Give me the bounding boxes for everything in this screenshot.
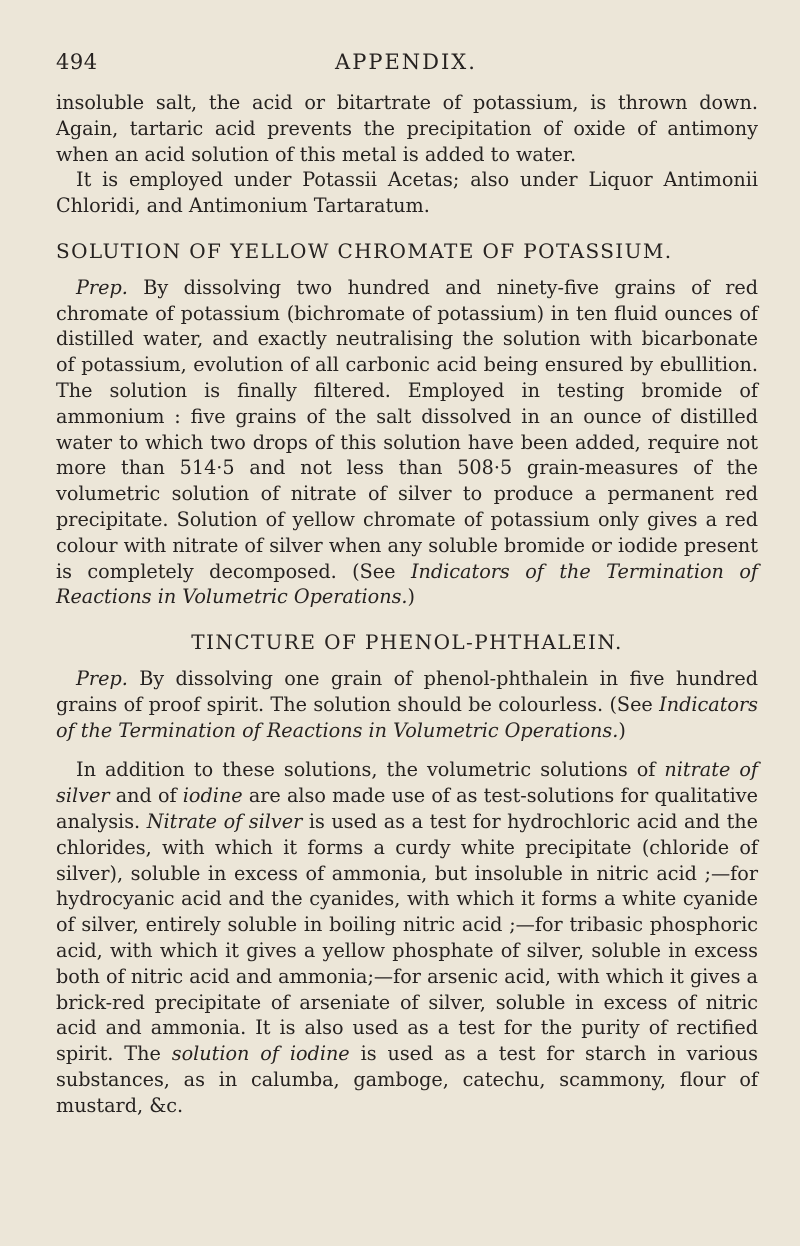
yellow-chromate-paragraph (56, 275, 758, 610)
italic-term-solution-of-iodine: solution of iodine (171, 1042, 350, 1066)
section-heading-yellow-chromate: SOLUTION OF YELLOW CHROMATE OF POTASSIUM. (56, 238, 673, 263)
prep-label: Prep. (76, 275, 128, 299)
text-run: is used as a test for hydrochloric acid and the chlorides, with which it forms a curdy white precipitate (chloride of silver), soluble in excess of ammonia, but insoluble in nitric acid ;—for hydrocyanic acid and the cyanides, with which it forms a white cyanide of silver, entirely soluble in boiling nitric acid ;—for tribasic phosphoric acid, with which it gives a yellow phosphate of silver, soluble in excess both of nitric acid and ammonia;—for arsenic acid, with which it gives a brick-red precipitate of arseniate of silver, soluble in excess of nitric acid and ammonia. It is also used as a test for the purity of rectified spirit. The (56, 809, 758, 1066)
intro-usage-paragraph: It is employed under Potassii Acetas; also under Liquor Antimonii Chloridi, and Antimonium Tartaratum. (56, 168, 758, 218)
text-run: is used as a test for starch in various substances, as in calumba, gamboge, catechu, scammony, flour of mustard, &c. (56, 1042, 758, 1117)
section-heading-phenol-phthalein: TINCTURE OF PHENOL-PHTHALEIN. (191, 630, 623, 655)
yellow-chromate-text: By dissolving two hundred and ninety-five grains of red chromate of potassium (bichromate of potassium) in ten fluid ounces of distilled water, and exactly neutralising the solution with bicarbonate of potassium, evolution of all carbonic acid being ensured by ebullition. The solution is finally filtered. Employed in testing bromide of ammonium : five grains of the salt dissolved in an ounce of distilled water to which two drops of this solution have been added, require not more than 514·5 and not less than 508·5 grain-measures of the volumetric solution of nitrate of silver to produce a permanent red precipitate. Solution of yellow chromate of potassium only gives a red colour with nitrate of silver when any soluble bromide or iodide present is completely decomposed. (See (56, 275, 759, 583)
phenol-phthalein-text: By dissolving one grain of phenol-phthalein in five hundred grains of proof spirit. The solution should be colourless. (See (56, 666, 758, 716)
italic-term-nitrate-of-silver: nitrate of silver (56, 758, 758, 808)
running-title: APPENDIX. (335, 50, 477, 74)
indicators-reference: Indicators of the Termination of Reactions in Volumetric Operations. (56, 692, 758, 742)
intro-paragraph: insoluble salt, the acid or bitartrate of potassium, is thrown down. Again, tartaric acid prevents the precipitation of oxide of antimony when an acid solution of this metal is added to water. (56, 91, 758, 166)
italic-term-nitrate-of-silver: Nitrate of silver (146, 809, 303, 833)
running-head (56, 50, 756, 80)
body-text (56, 90, 758, 1118)
text-run: are also made use of as test-solutions for qualitative analysis. (56, 784, 758, 833)
reference-close: ) (618, 718, 626, 742)
page-number: 494 (56, 50, 98, 74)
text-run: In addition to these solutions, the volumetric solutions of (76, 758, 665, 782)
prep-label: Prep. (76, 666, 128, 690)
paragraph-gap (56, 743, 758, 757)
reference-close: ) (407, 585, 416, 609)
phenol-phthalein-paragraph (56, 666, 758, 743)
text-run: and of (109, 784, 183, 808)
indicators-reference: Indicators of the Termination of Reactions in Volumetric Operations. (56, 559, 758, 609)
italic-term-iodine: iodine (182, 784, 243, 808)
test-solutions-paragraph (56, 757, 758, 1118)
